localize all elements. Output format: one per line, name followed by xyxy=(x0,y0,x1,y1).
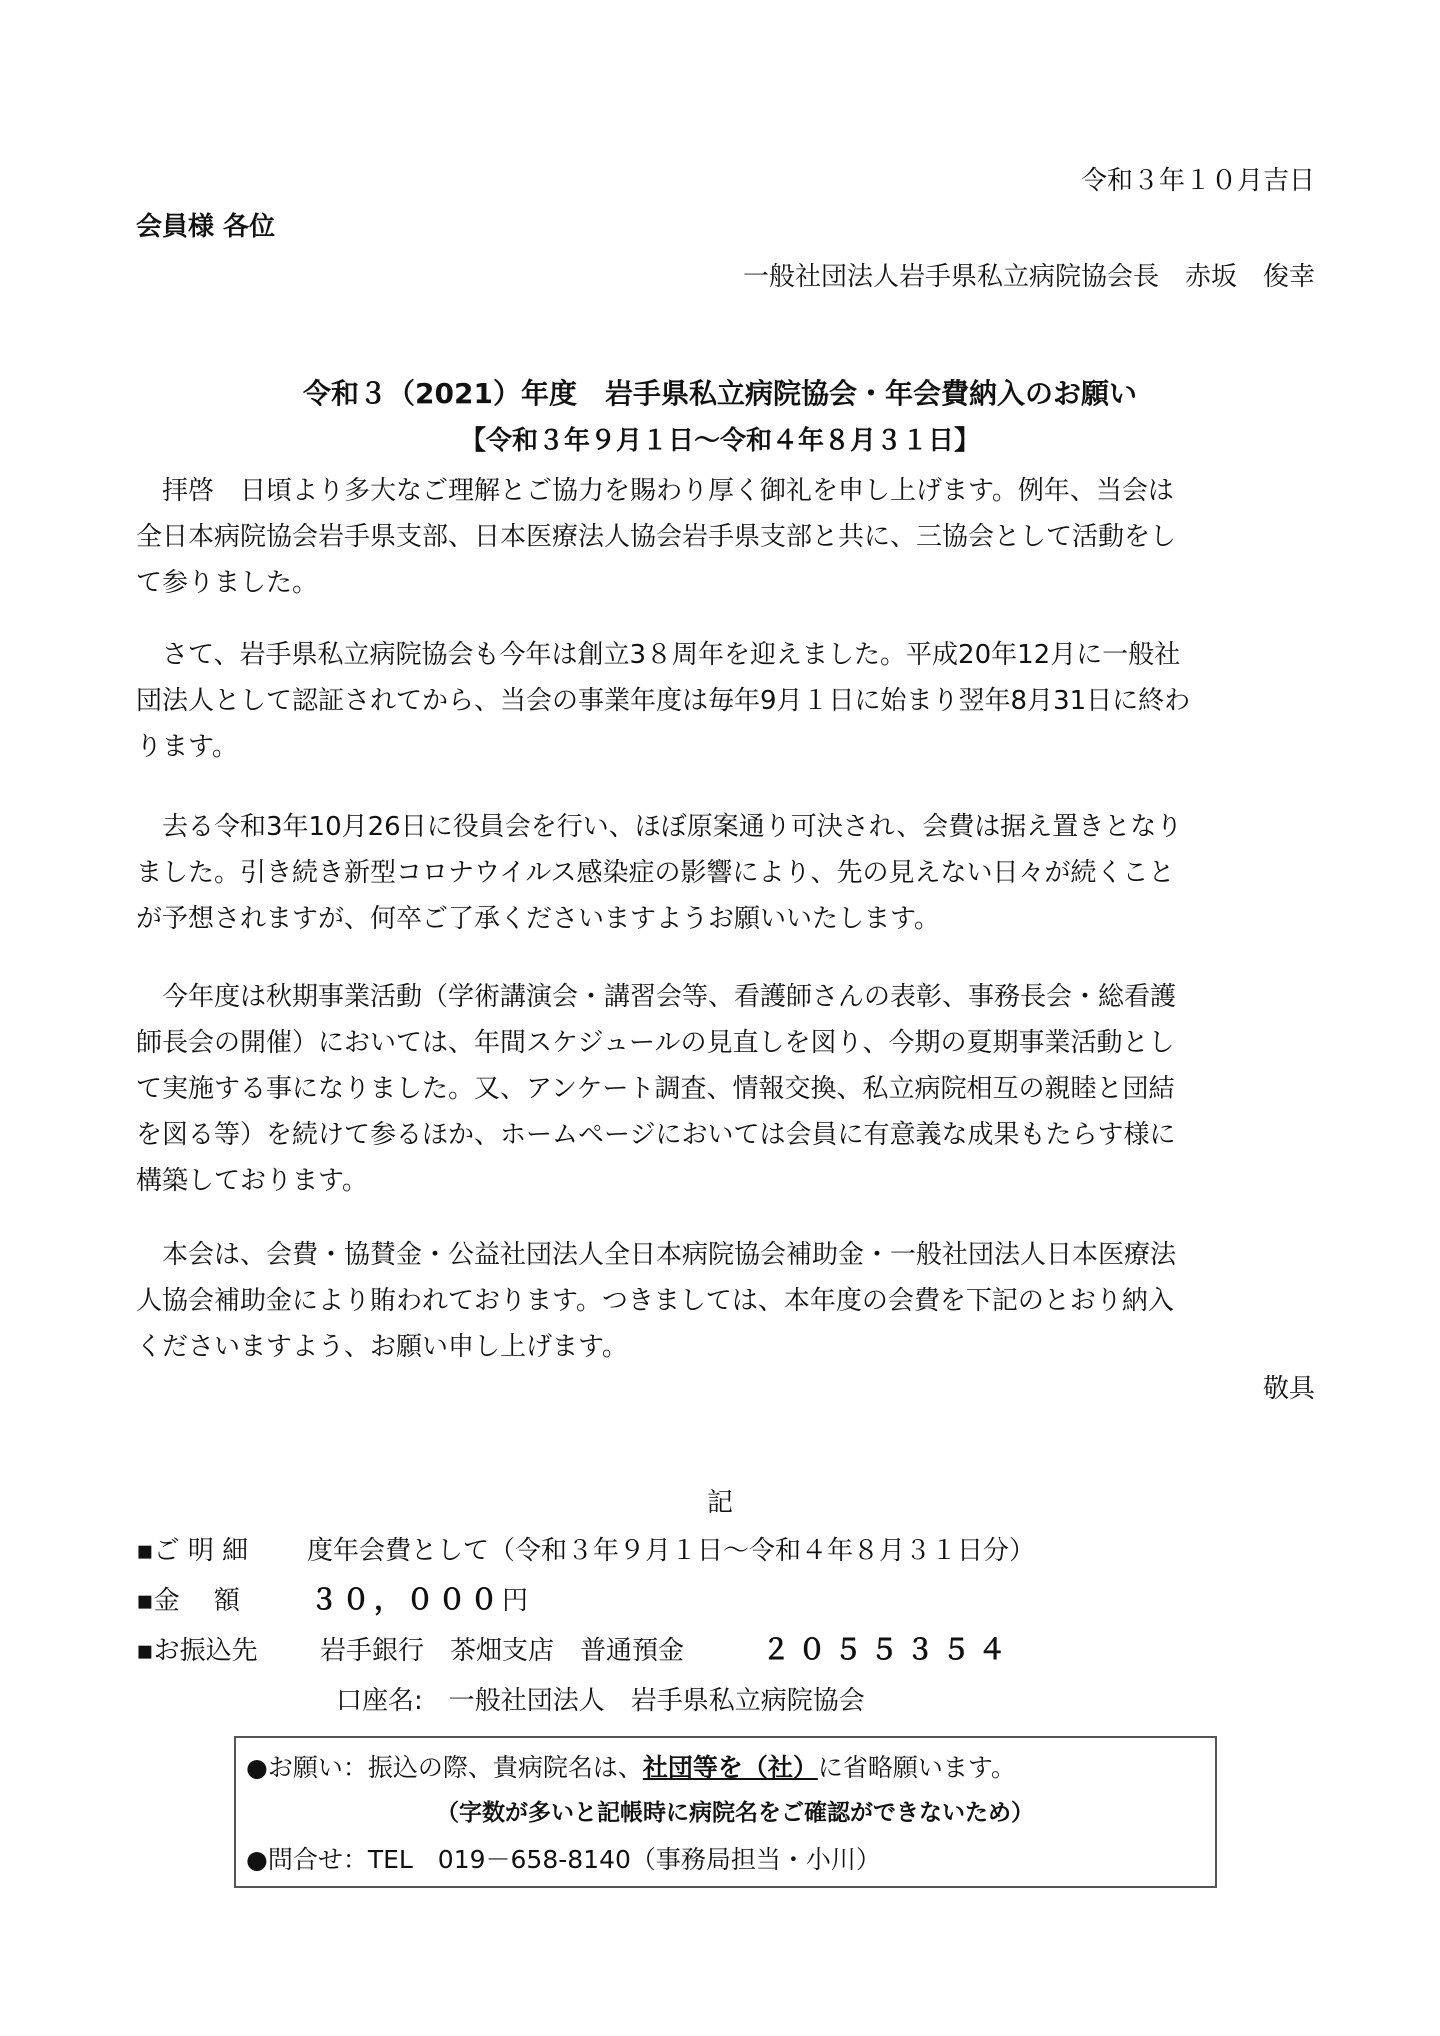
paragraph-3-line: 去る令和3年10月26日に役員会を行い、ほぼ原案通り可決され、会費は据え置きとなり xyxy=(136,812,1183,842)
paragraph-5-line: 人協会補助金により賄われております。つきましては、本年度の会費を下記のとおり納入 xyxy=(136,1286,1174,1316)
details-heading: 記 xyxy=(706,1488,733,1518)
account-number: ２０５５３５４ xyxy=(762,1633,1015,1666)
paragraph-4-line: て実施する事になりました。又、アンケート調査、情報交換、私立病院相互の親睦と団結 xyxy=(136,1074,1175,1104)
kingaku-amount xyxy=(310,1578,528,1618)
paragraph-2-line: ります。 xyxy=(136,732,238,762)
request-suffix: に省略願います。 xyxy=(817,1753,1016,1782)
notice-contact: ●問合せ：TEL 019－658-8140（事務局担当・小川） xyxy=(246,1845,881,1874)
letter-date: 令和３年１０月吉日 xyxy=(1080,166,1315,196)
document-title: 令和３（2021）年度 岩手県私立病院協会・年会費納入のお願い xyxy=(303,377,1137,410)
request-emphasis: 社団等を（社） xyxy=(642,1753,818,1782)
furikomi-label: ▪お振込先 xyxy=(136,1636,258,1666)
paragraph-4-line: 師長会の開催）においては、年間スケジュールの見直しを図り、今期の夏期事業活動とし xyxy=(136,1028,1175,1058)
notice-request xyxy=(246,1748,1016,1784)
paragraph-2-line: さて、岩手県私立病院協会も今年は創立3８周年を迎えました。平成20年12月に一般社 xyxy=(136,640,1181,670)
meisai-label: ▪ご 明 細 xyxy=(136,1536,249,1566)
bank-info: 岩手銀行 茶畑支店 普通預金 xyxy=(320,1636,685,1666)
kingaku-label: ▪金 額 xyxy=(136,1586,240,1616)
meisai-value: 度年会費として（令和３年９月１日〜令和４年８月３１日分） xyxy=(307,1536,1036,1566)
paragraph-1-line: 拝啓 日頃より多大なご理解とご協力を賜わり厚く御礼を申し上げます。例年、当会は xyxy=(136,476,1174,506)
paragraph-4-line: 今年度は秋期事業活動（学術講演会・講習会等、看護師さんの表彰、事務長会・総看護 xyxy=(136,982,1177,1012)
paragraph-2-line: 団法人として認証されてから、当会の事業年度は毎年9月１日に始まり翌年8月31日に終わ xyxy=(136,686,1191,716)
paragraph-4-line: 構築しております。 xyxy=(136,1166,368,1196)
paragraph-3-line: が予想されますが、何卒ご了承くださいますようお願いいたします。 xyxy=(136,904,940,934)
paragraph-1-line: て参りました。 xyxy=(136,568,319,598)
paragraph-3-line: ました。引き続き新型コロナウイルス感染症の影響により、先の見えない日々が続くこと xyxy=(136,858,1175,888)
paragraph-1-line: 全日本病院協会岩手県支部、日本医療法人協会岩手県支部と共に、三協会として活動をし xyxy=(136,522,1177,552)
addressee: 会員様 各位 xyxy=(136,212,276,242)
closing-keigu: 敬具 xyxy=(1262,1374,1315,1404)
paragraph-5-line: くださいますよう、お願い申し上げます。 xyxy=(136,1332,628,1362)
account-name: 口座名: 一般社団法人 岩手県私立病院協会 xyxy=(336,1686,865,1716)
amount-value: ３０，０００ xyxy=(310,1583,503,1616)
sender: 一般社団法人岩手県私立病院協会長 赤坂 俊幸 xyxy=(742,262,1315,292)
paragraph-5-line: 本会は、会費・協賛金・公益社団法人全日本病院協会補助金・一般社団法人日本医療法 xyxy=(136,1240,1177,1270)
notice-box xyxy=(234,1736,1217,1888)
request-prefix: ●お願い：振込の際、貴病院名は、 xyxy=(246,1753,643,1782)
paragraph-4-line: を図る等）を続けて参るほか、ホームページにおいては会員に有意義な成果もたらす様に xyxy=(136,1120,1176,1150)
fiscal-period: 【令和３年９月１日〜令和４年８月３１日】 xyxy=(459,426,980,456)
notice-reason: （字数が多いと記帳時に病院名をご確認ができないため） xyxy=(436,1800,1034,1826)
amount-unit: 円 xyxy=(502,1586,529,1616)
